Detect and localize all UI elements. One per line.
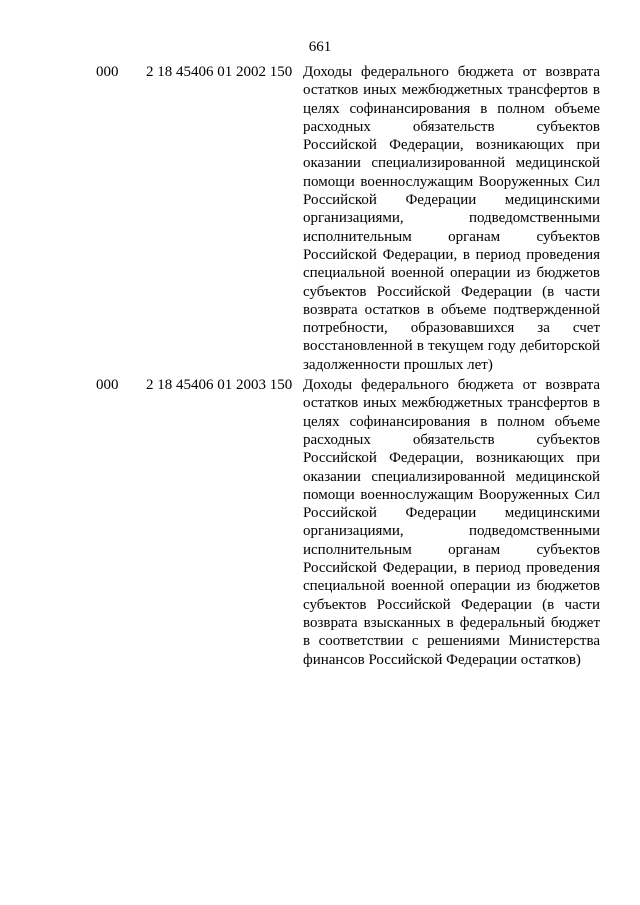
income-description: Доходы федерального бюджета от возврата остатков иных межбюджетных трансфертов в целях софинансирования в полном объеме расходных обязательств субъектов Российской Федерации, возникающих при оказании специализированной медицинской помощи военнослужащим Вооруженных Сил Российской Федерации медицинскими организациями, подведомственными исполнительным органам субъектов Российской Федерации, в период проведения специальной военной операции из бюджетов субъектов Российской Федерации (в части возврата взысканных в федеральный бюджет в соответствии с решениями Министерства финансов Российской Федерации остатков) [303,377,600,668]
page-number: 661 [308,39,332,55]
budget-classification-code: 2 18 45406 01 2002 150 [146,64,293,80]
table-row [0,63,640,374]
budget-code-table [0,63,640,669]
admin-code: 000 [96,377,119,394]
income-description: Доходы федерального бюджета от возврата остатков иных межбюджетных трансфертов в целях софинансирования в полном объеме расходных обязательств субъектов Российской Федерации, возникающих при оказании специализированной медицинской помощи военнослужащим Вооруженных Сил Российской Федерации медицинскими организациями, подведомственными исполнительным органам субъектов Российской Федерации, в период проведения специальной военной операции из бюджетов субъектов Российской Федерации (в части возврата остатков в объеме подтвержденной потребности, образовавшихся за счет восстановленной в текущем году дебиторской задолженности прошлых лет) [303,64,600,373]
budget-classification-code: 2 18 45406 01 2003 150 [146,377,293,394]
table-row [0,376,640,669]
admin-code: 000 [96,64,119,80]
